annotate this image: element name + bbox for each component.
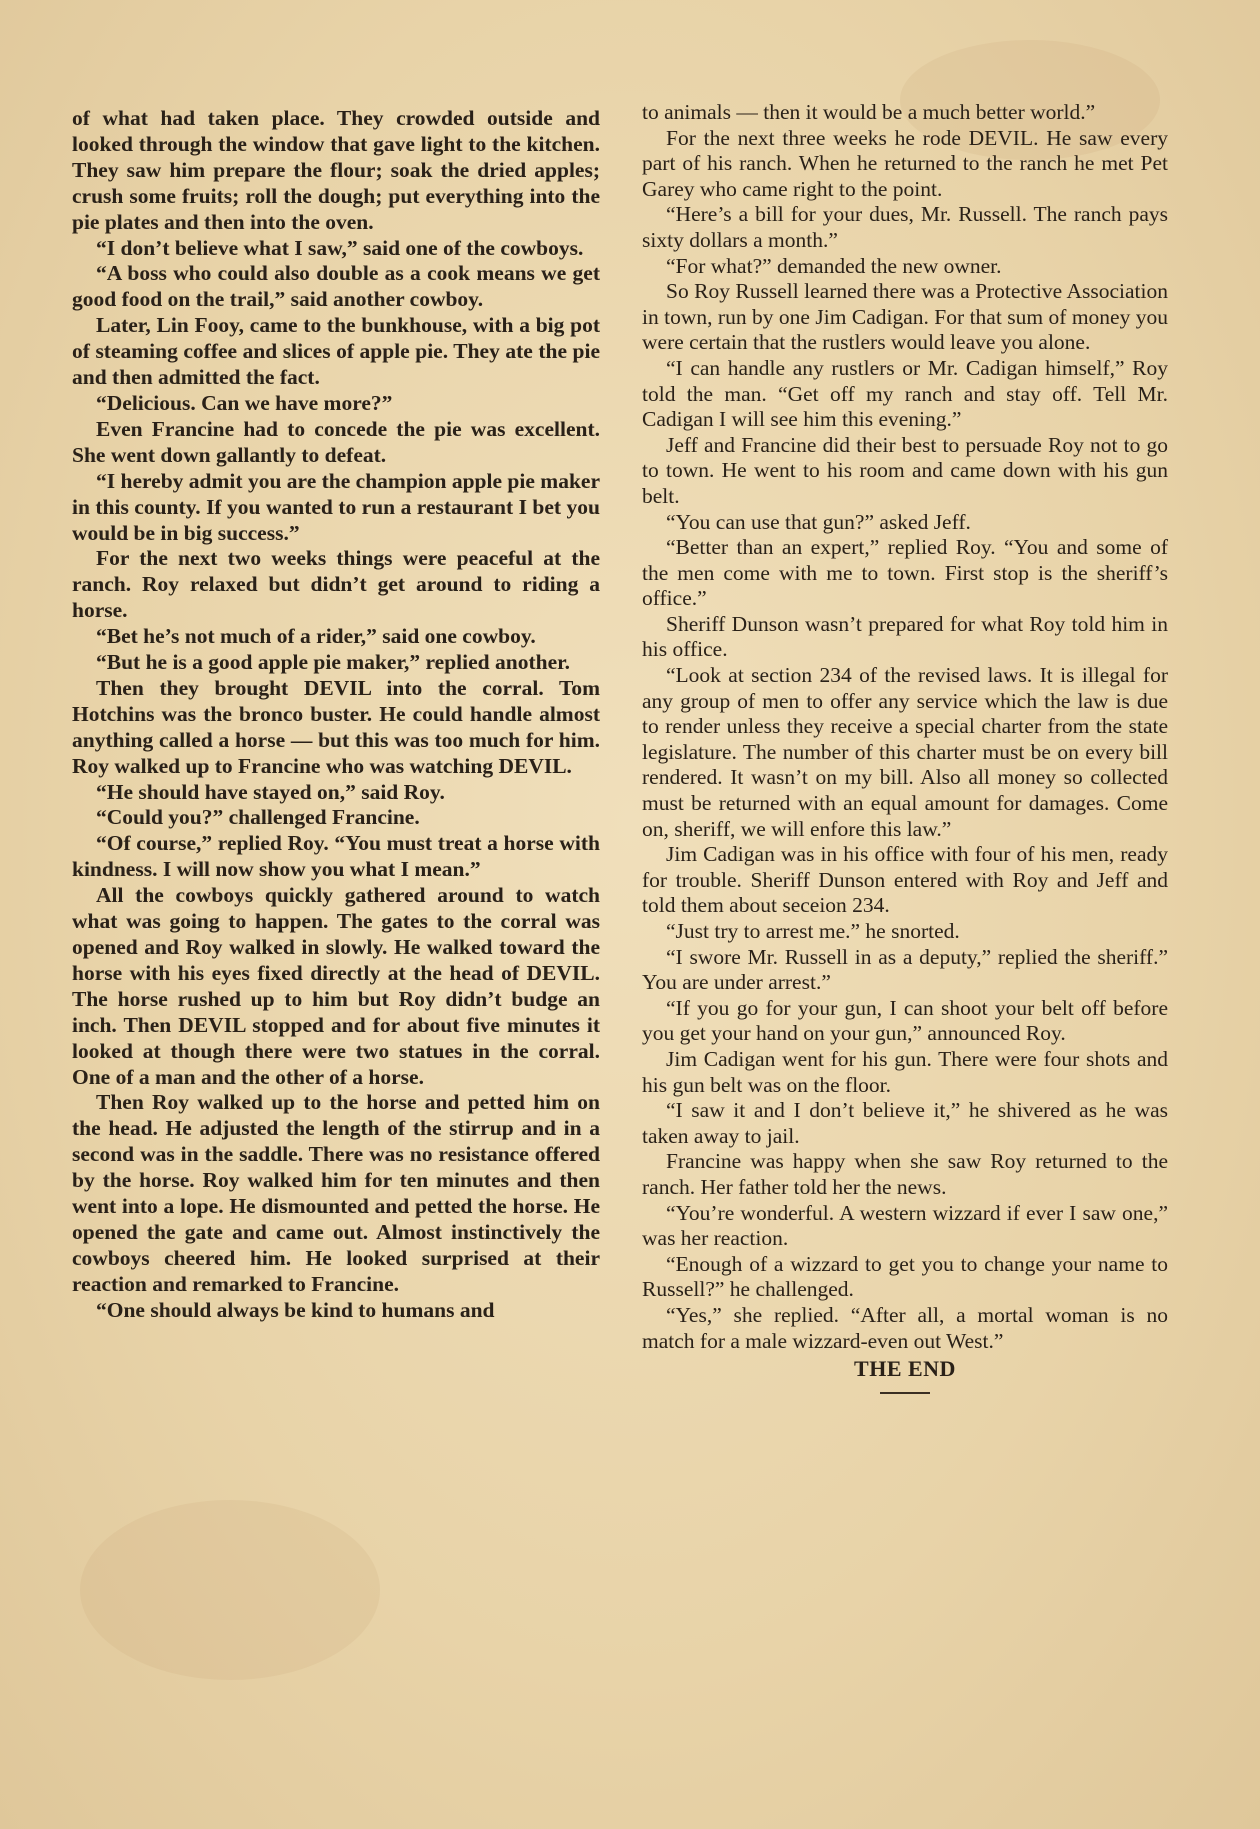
story-paragraph: “Of course,” replied Roy. “You must treat a horse with kindness. I will now show you what I mean.” (72, 831, 600, 882)
story-paragraph: “Better than an expert,” replied Roy. “You and some of the men come with me to town. First stop is the sheriff’s office.” (642, 535, 1168, 611)
story-paragraph: Then Roy walked up to the horse and petted him on the head. He adjusted the length of the stirrup and in a second was in the saddle. There was no resistance offered by the horse. Roy walked him for ten minutes and then went into a lope. He dismounted and petted the horse. He opened the gate and came out. Almost instinctively the cowboys cheered him. He looked surprised at their reaction and remarked to Francine. (72, 1090, 600, 1296)
story-paragraph: to animals — then it would be a much better world.” (642, 100, 1096, 124)
story-paragraph: “Bet he’s not much of a rider,” said one cowboy. (96, 624, 536, 649)
story-paragraph: “Here’s a bill for your dues, Mr. Russell. The ranch pays sixty dollars a month.” (642, 202, 1168, 252)
story-paragraph: “Delicious. Can we have more?” (96, 390, 393, 415)
end-divider (880, 1392, 930, 1394)
story-paragraph: “Look at section 234 of the revised laws. It is illegal for any group of men to offer any service which the law is due to render unless they receive a special charter from the state legislature. The number of this charter must be on every bill rendered. It wasn’t on my bill. Also all money so collected must be returned with an equal amount for damages. Come on, sheriff, we will enfore this law.” (642, 663, 1168, 841)
left-text-column (72, 106, 600, 1324)
story-paragraph: Sheriff Dunson wasn’t prepared for what Roy told him in his office. (642, 611, 1168, 662)
story-paragraph: “One should always be kind to humans and (96, 1297, 495, 1322)
right-text-column (642, 100, 1168, 1394)
story-paragraph: For the next two weeks things were peaceful at the ranch. Roy relaxed but didn’t get around to riding a horse. (72, 546, 600, 623)
story-paragraph: “But he is a good apple pie maker,” replied another. (96, 650, 571, 675)
story-paragraph: So Roy Russell learned there was a Protective Association in town, run by one Jim Cadigan. For that sum of money you were certain that the rustlers would leave you alone. (642, 279, 1168, 355)
story-paragraph: Later, Lin Fooy, came to the bunkhouse, with a big pot of steaming coffee and slices of apple pie. They ate the pie and then admitted the fact. (72, 313, 600, 390)
story-paragraph: Jim Cadigan was in his office with four of his men, ready for trouble. Sheriff Dunson entered with Roy and Jeff and told them about seceion 234. (642, 842, 1168, 918)
story-paragraph: “I saw it and I don’t believe it,” he shivered as he was taken away to jail. (642, 1098, 1168, 1148)
story-paragraph: Francine was happy when she saw Roy returned to the ranch. Her father told her the news. (642, 1149, 1168, 1199)
story-paragraph: For the next three weeks he rode DEVIL. He saw every part of his ranch. When he returned to the ranch he met Pet Garey who came right to the point. (642, 125, 1168, 201)
story-paragraph: “Enough of a wizzard to get you to change your name to Russell?” he challenged. (642, 1251, 1168, 1302)
story-paragraph: “Yes,” she replied. “After all, a mortal woman is no match for a male wizzard-even out West.” (642, 1302, 1168, 1353)
story-paragraph: “Could you?” challenged Francine. (96, 805, 420, 830)
story-paragraph: “I don’t believe what I saw,” said one of the cowboys. (96, 235, 584, 260)
story-paragraph: “Just try to arrest me.” he snorted. (666, 919, 960, 943)
story-paragraph: “If you go for your gun, I can shoot your belt off before you get your hand on your gun,” announced Roy. (642, 995, 1168, 1046)
story-paragraph: “You can use that gun?” asked Jeff. (666, 509, 971, 534)
story-paragraph: of what had taken place. They crowded outside and looked through the window that gave light to the kitchen. They saw him prepare the flour; soak the dried apples; crush some fruits; roll the dough; put everything into the pie plates and then into the oven. (72, 106, 600, 234)
story-paragraph: “A boss who could also double as a cook means we get good food on the trail,” said another cowboy. (72, 261, 600, 312)
story-paragraph: “I hereby admit you are the champion apple pie maker in this county. If you wanted to run a restaurant I bet you would be in big success.” (72, 468, 600, 545)
story-paragraph: “For what?” demanded the new owner. (666, 253, 1002, 278)
story-paragraph: “I can handle any rustlers or Mr. Cadigan himself,” Roy told the man. “Get off my ranch and stay off. Tell Mr. Cadigan I will see him this evening.” (642, 355, 1168, 432)
story-paragraph: Even Francine had to concede the pie was excellent. She went down gallantly to defeat. (72, 416, 600, 467)
story-paragraph: “You’re wonderful. A western wizzard if ever I saw one,” was her reaction. (642, 1200, 1168, 1251)
story-paragraph: “I swore Mr. Russell in as a deputy,” replied the sheriff.” You are under arrest.” (642, 944, 1168, 995)
the-end-label: THE END (854, 1356, 956, 1382)
story-paragraph: Jeff and Francine did their best to persuade Roy not to go to town. He went to his room and came down with his gun belt. (642, 432, 1168, 508)
story-paragraph: All the cowboys quickly gathered around to watch what was going to happen. The gates to the corral was opened and Roy walked in slowly. He walked toward the horse with his eyes fixed directly at the head of DEVIL. The horse rushed up to him but Roy didn’t budge an inch. Then DEVIL stopped and for about five minutes it looked at though there were two statues in the corral. One of a man and the other of a horse. (72, 883, 600, 1089)
story-paragraph: Jim Cadigan went for his gun. There were four shots and his gun belt was on the floor. (642, 1046, 1168, 1097)
story-paragraph: Then they brought DEVIL into the corral. Tom Hotchins was the bronco buster. He could handle almost anything called a horse — but this was too much for him. Roy walked up to Francine who was watching DEVIL. (72, 675, 600, 778)
story-paragraph: “He should have stayed on,” said Roy. (96, 779, 445, 804)
paper-stain (80, 1500, 380, 1680)
